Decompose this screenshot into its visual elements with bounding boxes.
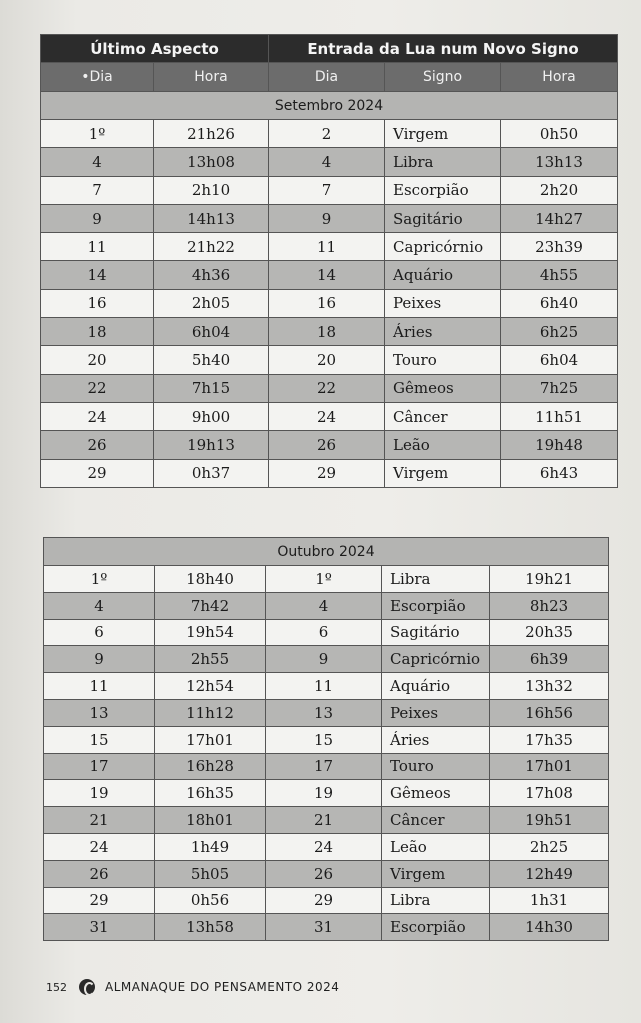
aspect-day-cell: 7 <box>41 176 154 204</box>
table-row <box>44 807 609 834</box>
aspect-hour-cell: 12h54 <box>155 673 266 700</box>
entry-hour-cell: 0h50 <box>501 120 618 148</box>
entry-day-cell: 9 <box>266 646 382 673</box>
sign-cell: Libra <box>382 566 490 593</box>
almanaque-logo-icon <box>79 979 95 995</box>
aspect-hour-cell: 0h56 <box>155 887 266 914</box>
entry-hour-cell: 6h25 <box>501 318 618 346</box>
sign-cell: Leão <box>382 833 490 860</box>
aspect-hour-cell: 13h58 <box>155 914 266 941</box>
sign-cell: Câncer <box>385 402 501 430</box>
aspect-day-cell: 18 <box>41 318 154 346</box>
table-row <box>44 592 609 619</box>
table-row <box>44 646 609 673</box>
entry-day-cell: 7 <box>269 176 385 204</box>
table-row <box>41 431 618 459</box>
entry-hour-cell: 19h51 <box>490 807 609 834</box>
sign-cell: Virgem <box>382 860 490 887</box>
month-label: Setembro 2024 <box>41 92 618 120</box>
table-row <box>41 459 618 487</box>
entry-day-cell: 26 <box>266 860 382 887</box>
aspect-day-cell: 15 <box>44 726 155 753</box>
table-row <box>44 753 609 780</box>
entry-day-cell: 18 <box>269 318 385 346</box>
entry-day-cell: 13 <box>266 699 382 726</box>
aspect-day-cell: 16 <box>41 289 154 317</box>
sign-cell: Capricórnio <box>382 646 490 673</box>
col-header-entry-day: Dia <box>269 63 385 92</box>
entry-day-cell: 24 <box>266 833 382 860</box>
table-row <box>44 619 609 646</box>
table-row <box>41 289 618 317</box>
entry-hour-cell: 2h25 <box>490 833 609 860</box>
aspect-hour-cell: 19h13 <box>154 431 269 459</box>
col-header-aspect-day: •Dia <box>41 63 154 92</box>
aspect-hour-cell: 2h10 <box>154 176 269 204</box>
aspect-day-cell: 13 <box>44 699 155 726</box>
aspect-day-cell: 4 <box>44 592 155 619</box>
aspect-hour-cell: 2h05 <box>154 289 269 317</box>
aspect-day-cell: 1º <box>41 120 154 148</box>
aspect-hour-cell: 13h08 <box>154 148 269 176</box>
aspect-hour-cell: 6h04 <box>154 318 269 346</box>
moon-table-september <box>40 34 618 488</box>
entry-hour-cell: 14h30 <box>490 914 609 941</box>
sign-cell: Capricórnio <box>385 233 501 261</box>
sign-cell: Câncer <box>382 807 490 834</box>
entry-day-cell: 9 <box>269 204 385 232</box>
col-header-entry-hour: Hora <box>501 63 618 92</box>
table-row <box>44 699 609 726</box>
sign-cell: Virgem <box>385 120 501 148</box>
entry-hour-cell: 7h25 <box>501 374 618 402</box>
aspect-day-cell: 17 <box>44 753 155 780</box>
sign-cell: Gêmeos <box>385 374 501 402</box>
aspect-day-cell: 24 <box>41 402 154 430</box>
footer-title: ALMANAQUE DO PENSAMENTO 2024 <box>105 980 340 994</box>
entry-hour-cell: 20h35 <box>490 619 609 646</box>
sign-cell: Aquário <box>382 673 490 700</box>
aspect-day-cell: 11 <box>41 233 154 261</box>
entry-hour-cell: 6h39 <box>490 646 609 673</box>
aspect-hour-cell: 5h40 <box>154 346 269 374</box>
table-row <box>41 318 618 346</box>
table-row <box>41 346 618 374</box>
aspect-hour-cell: 0h37 <box>154 459 269 487</box>
aspect-hour-cell: 5h05 <box>155 860 266 887</box>
sign-cell: Libra <box>385 148 501 176</box>
entry-hour-cell: 16h56 <box>490 699 609 726</box>
entry-day-cell: 29 <box>269 459 385 487</box>
aspect-day-cell: 29 <box>44 887 155 914</box>
entry-hour-cell: 17h08 <box>490 780 609 807</box>
entry-day-cell: 29 <box>266 887 382 914</box>
aspect-hour-cell: 2h55 <box>155 646 266 673</box>
table-row <box>44 914 609 941</box>
aspect-hour-cell: 19h54 <box>155 619 266 646</box>
aspect-hour-cell: 21h26 <box>154 120 269 148</box>
entry-day-cell: 4 <box>266 592 382 619</box>
aspect-hour-cell: 21h22 <box>154 233 269 261</box>
aspect-hour-cell: 17h01 <box>155 726 266 753</box>
col-header-aspect-hour: Hora <box>154 63 269 92</box>
entry-day-cell: 4 <box>269 148 385 176</box>
table-row <box>41 204 618 232</box>
aspect-day-cell: 14 <box>41 261 154 289</box>
table-row <box>41 120 618 148</box>
sign-cell: Sagitário <box>382 619 490 646</box>
entry-hour-cell: 17h01 <box>490 753 609 780</box>
entry-hour-cell: 11h51 <box>501 402 618 430</box>
entry-day-cell: 15 <box>266 726 382 753</box>
aspect-day-cell: 21 <box>44 807 155 834</box>
table-row <box>41 374 618 402</box>
entry-day-cell: 6 <box>266 619 382 646</box>
sign-cell: Escorpião <box>382 592 490 619</box>
entry-day-cell: 31 <box>266 914 382 941</box>
aspect-day-cell: 19 <box>44 780 155 807</box>
table-row <box>41 148 618 176</box>
month-label: Outubro 2024 <box>44 538 609 566</box>
entry-hour-cell: 13h32 <box>490 673 609 700</box>
aspect-day-cell: 4 <box>41 148 154 176</box>
table-row <box>44 566 609 593</box>
aspect-hour-cell: 7h42 <box>155 592 266 619</box>
entry-day-cell: 24 <box>269 402 385 430</box>
entry-day-cell: 11 <box>269 233 385 261</box>
entry-day-cell: 2 <box>269 120 385 148</box>
entry-hour-cell: 14h27 <box>501 204 618 232</box>
entry-day-cell: 14 <box>269 261 385 289</box>
entry-hour-cell: 4h55 <box>501 261 618 289</box>
aspect-hour-cell: 7h15 <box>154 374 269 402</box>
sign-cell: Libra <box>382 887 490 914</box>
aspect-day-cell: 26 <box>41 431 154 459</box>
entry-hour-cell: 12h49 <box>490 860 609 887</box>
aspect-day-cell: 31 <box>44 914 155 941</box>
entry-day-cell: 16 <box>269 289 385 317</box>
aspect-hour-cell: 18h40 <box>155 566 266 593</box>
entry-day-cell: 11 <box>266 673 382 700</box>
sign-cell: Áries <box>382 726 490 753</box>
aspect-hour-cell: 16h28 <box>155 753 266 780</box>
entry-hour-cell: 23h39 <box>501 233 618 261</box>
sign-cell: Leão <box>385 431 501 459</box>
entry-day-cell: 17 <box>266 753 382 780</box>
entry-hour-cell: 2h20 <box>501 176 618 204</box>
table-row <box>44 833 609 860</box>
table-row <box>41 233 618 261</box>
aspect-day-cell: 29 <box>41 459 154 487</box>
moon-entry-header: Entrada da Lua num Novo Signo <box>269 35 618 63</box>
column-header-row <box>41 63 618 92</box>
sign-cell: Touro <box>385 346 501 374</box>
table-row <box>44 780 609 807</box>
page-footer <box>46 977 339 997</box>
entry-hour-cell: 6h40 <box>501 289 618 317</box>
sign-cell: Gêmeos <box>382 780 490 807</box>
last-aspect-header: Último Aspecto <box>41 35 269 63</box>
page-number: 152 <box>46 980 67 994</box>
aspect-day-cell: 9 <box>41 204 154 232</box>
aspect-day-cell: 1º <box>44 566 155 593</box>
entry-day-cell: 26 <box>269 431 385 459</box>
aspect-hour-cell: 4h36 <box>154 261 269 289</box>
aspect-hour-cell: 9h00 <box>154 402 269 430</box>
aspect-day-cell: 26 <box>44 860 155 887</box>
group-header-row <box>41 35 618 63</box>
table-body <box>41 120 618 488</box>
month-row <box>41 92 618 120</box>
sign-cell: Escorpião <box>385 176 501 204</box>
table-row <box>44 726 609 753</box>
entry-hour-cell: 8h23 <box>490 592 609 619</box>
entry-day-cell: 22 <box>269 374 385 402</box>
entry-day-cell: 19 <box>266 780 382 807</box>
aspect-hour-cell: 18h01 <box>155 807 266 834</box>
aspect-hour-cell: 14h13 <box>154 204 269 232</box>
table-row <box>41 261 618 289</box>
aspect-day-cell: 20 <box>41 346 154 374</box>
entry-hour-cell: 1h31 <box>490 887 609 914</box>
table-row <box>44 673 609 700</box>
aspect-day-cell: 22 <box>41 374 154 402</box>
sign-cell: Peixes <box>382 699 490 726</box>
table-row <box>41 176 618 204</box>
entry-hour-cell: 19h48 <box>501 431 618 459</box>
aspect-day-cell: 11 <box>44 673 155 700</box>
entry-day-cell: 21 <box>266 807 382 834</box>
sign-cell: Áries <box>385 318 501 346</box>
entry-hour-cell: 6h04 <box>501 346 618 374</box>
month-row <box>44 538 609 566</box>
entry-hour-cell: 13h13 <box>501 148 618 176</box>
table-body <box>44 566 609 941</box>
aspect-hour-cell: 1h49 <box>155 833 266 860</box>
sign-cell: Peixes <box>385 289 501 317</box>
sign-cell: Escorpião <box>382 914 490 941</box>
aspect-hour-cell: 16h35 <box>155 780 266 807</box>
sign-cell: Virgem <box>385 459 501 487</box>
entry-hour-cell: 17h35 <box>490 726 609 753</box>
aspect-day-cell: 6 <box>44 619 155 646</box>
moon-table-october <box>43 537 609 941</box>
entry-day-cell: 1º <box>266 566 382 593</box>
table-row <box>41 402 618 430</box>
sign-cell: Sagitário <box>385 204 501 232</box>
aspect-day-cell: 9 <box>44 646 155 673</box>
sign-cell: Aquário <box>385 261 501 289</box>
aspect-hour-cell: 11h12 <box>155 699 266 726</box>
aspect-day-cell: 24 <box>44 833 155 860</box>
entry-hour-cell: 19h21 <box>490 566 609 593</box>
col-header-sign: Signo <box>385 63 501 92</box>
table-row <box>44 860 609 887</box>
entry-hour-cell: 6h43 <box>501 459 618 487</box>
sign-cell: Touro <box>382 753 490 780</box>
table-row <box>44 887 609 914</box>
entry-day-cell: 20 <box>269 346 385 374</box>
